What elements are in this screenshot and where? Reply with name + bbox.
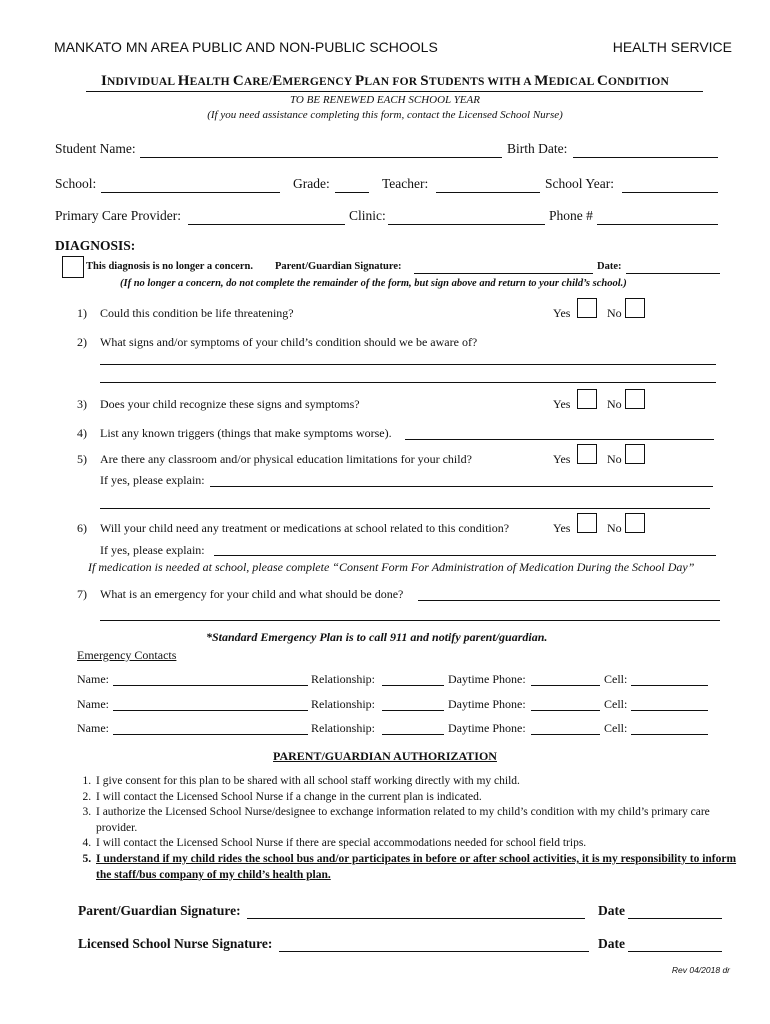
form-title: INDIVIDUAL HEALTH CARE/EMERGENCY PLAN FOR STUDENTS WITH A MEDICAL CONDITION — [100, 73, 670, 89]
clinic-label: Clinic: — [349, 208, 386, 223]
parent-signature-date-label: Date — [598, 903, 625, 918]
q6-no-checkbox[interactable] — [625, 513, 645, 533]
q4-answer-line[interactable] — [405, 439, 714, 440]
contact-daytime-label: Daytime Phone: — [448, 721, 526, 735]
parent-signature-label: Parent/Guardian Signature: — [78, 903, 241, 918]
q3-no-checkbox[interactable] — [625, 389, 645, 409]
q5-explain-line-1[interactable] — [210, 486, 713, 487]
contact-name-label: Name: — [77, 672, 109, 686]
question-number: 5) — [77, 452, 87, 466]
emergency-contacts-heading: Emergency Contacts — [77, 648, 177, 662]
diagnosis-heading: DIAGNOSIS: — [55, 238, 136, 253]
contact-daytime-label: Daytime Phone: — [448, 672, 526, 686]
school-year-label: School Year: — [545, 176, 615, 191]
diagnosis-parent-signature-label: Parent/Guardian Signature: — [275, 261, 402, 272]
contact-1-daytime-field[interactable] — [531, 685, 600, 686]
q7-answer-line-2[interactable] — [100, 620, 720, 621]
diagnosis-date-field[interactable] — [626, 273, 720, 274]
school-field[interactable] — [101, 192, 280, 193]
contact-1-name-field[interactable] — [113, 685, 308, 686]
q7-answer-line-1[interactable] — [418, 600, 720, 601]
q5-yes-checkbox[interactable] — [577, 444, 597, 464]
phone-label: Phone # — [549, 208, 593, 223]
contact-2-cell-field[interactable] — [631, 710, 708, 711]
question-4-text: List any known triggers (things that make symptoms worse). — [100, 426, 392, 440]
contact-3-daytime-field[interactable] — [531, 734, 600, 735]
q1-yes-checkbox[interactable] — [577, 298, 597, 318]
diagnosis-parent-signature-field[interactable] — [414, 273, 593, 274]
school-year-field[interactable] — [622, 192, 718, 193]
medication-consent-note: If medication is needed at school, please complete “Consent Form For Administration of Medication During the School Day” — [88, 560, 695, 574]
diagnosis-date-label: Date: — [597, 261, 622, 272]
contact-1-cell-field[interactable] — [631, 685, 708, 686]
phone-field[interactable] — [597, 224, 718, 225]
standard-emergency-plan: *Standard Emergency Plan is to call 911 and notify parent/guardian. — [206, 630, 548, 644]
parent-signature-date-field[interactable] — [628, 918, 722, 919]
contact-relationship-label: Relationship: — [311, 672, 375, 686]
q1-no-checkbox[interactable] — [625, 298, 645, 318]
primary-care-field[interactable] — [188, 224, 345, 225]
nurse-signature-label: Licensed School Nurse Signature: — [78, 936, 273, 951]
assistance-note: (If you need assistance completing this form, contact the Licensed School Nurse) — [207, 109, 563, 121]
birth-date-label: Birth Date: — [507, 141, 568, 156]
primary-care-label: Primary Care Provider: — [55, 208, 181, 223]
question-2-text: What signs and/or symptoms of your child’s condition should we be aware of? — [100, 335, 478, 349]
revision-note: Rev 04/2018 dr — [671, 965, 730, 975]
contact-1-relationship-field[interactable] — [382, 685, 444, 686]
authorization-heading: PARENT/GUARDIAN AUTHORIZATION — [273, 749, 497, 763]
authorization-list — [76, 774, 744, 883]
contact-name-label: Name: — [77, 721, 109, 735]
contact-cell-label: Cell: — [604, 697, 628, 711]
clinic-field[interactable] — [388, 224, 545, 225]
authorization-item: 2. I will contact the Licensed School Nurse if a change in the current plan is indicated. — [94, 790, 744, 806]
contact-3-cell-field[interactable] — [631, 734, 708, 735]
authorization-item-bus: 5. I understand if my child rides the school bus and/or participates in before or after school activities, it is my responsibility to inform the staff/bus company of my child’s health plan. — [94, 852, 744, 883]
q6-explain-label: If yes, please explain: — [100, 543, 205, 557]
authorization-item: 1. I give consent for this plan to be shared with all school staff working directly with my child. — [94, 774, 744, 790]
contact-2-daytime-field[interactable] — [531, 710, 600, 711]
question-number: 6) — [77, 521, 87, 535]
contact-relationship-label: Relationship: — [311, 697, 375, 711]
q5-explain-label: If yes, please explain: — [100, 473, 205, 487]
q3-yes-checkbox[interactable] — [577, 389, 597, 409]
authorization-item: 3. I authorize the Licensed School Nurse/designee to exchange information related to my child’s condition with my child’s primary care provider. — [94, 805, 744, 836]
contact-relationship-label: Relationship: — [311, 721, 375, 735]
parent-signature-field[interactable] — [247, 918, 585, 919]
yes-label: Yes — [553, 452, 571, 466]
question-number: 4) — [77, 426, 87, 440]
question-number: 1) — [77, 306, 87, 320]
question-5-text: Are there any classroom and/or physical education limitations for your child? — [100, 452, 472, 466]
no-longer-concern-checkbox[interactable] — [62, 256, 84, 278]
contact-2-name-field[interactable] — [113, 710, 308, 711]
authorization-item: 4. I will contact the Licensed School Nurse if there are special accommodations needed for school field trips. — [94, 836, 744, 852]
grade-field[interactable] — [335, 192, 369, 193]
yes-label: Yes — [553, 521, 571, 535]
question-1-text: Could this condition be life threatening? — [100, 306, 294, 320]
q6-explain-line[interactable] — [214, 555, 716, 556]
q2-answer-line-2[interactable] — [100, 382, 716, 383]
question-number: 2) — [77, 335, 87, 349]
question-3-text: Does your child recognize these signs and symptoms? — [100, 397, 360, 411]
no-longer-concern-note: (If no longer a concern, do not complete the remainder of the form, but sign above and return to your child’s school.) — [120, 278, 627, 289]
contact-3-relationship-field[interactable] — [382, 734, 444, 735]
teacher-label: Teacher: — [382, 176, 429, 191]
school-label: School: — [55, 176, 97, 191]
student-name-field[interactable] — [140, 157, 502, 158]
question-6-text: Will your child need any treatment or medications at school related to this condition? — [100, 521, 510, 535]
q6-yes-checkbox[interactable] — [577, 513, 597, 533]
district-name: MANKATO MN AREA PUBLIC AND NON-PUBLIC SCHOOLS — [54, 39, 438, 55]
no-label: No — [607, 521, 622, 535]
contact-2-relationship-field[interactable] — [382, 710, 444, 711]
q5-no-checkbox[interactable] — [625, 444, 645, 464]
nurse-signature-field[interactable] — [279, 951, 589, 952]
question-number: 3) — [77, 397, 87, 411]
q5-explain-line-2[interactable] — [100, 508, 710, 509]
department-name: HEALTH SERVICE — [612, 39, 732, 55]
yes-label: Yes — [553, 306, 571, 320]
no-label: No — [607, 452, 622, 466]
nurse-signature-date-label: Date — [598, 936, 625, 951]
birth-date-field[interactable] — [573, 157, 718, 158]
no-label: No — [607, 306, 622, 320]
contact-name-label: Name: — [77, 697, 109, 711]
no-label: No — [607, 397, 622, 411]
contact-3-name-field[interactable] — [113, 734, 308, 735]
yes-label: Yes — [553, 397, 571, 411]
contact-daytime-label: Daytime Phone: — [448, 697, 526, 711]
contact-cell-label: Cell: — [604, 672, 628, 686]
contact-cell-label: Cell: — [604, 721, 628, 735]
teacher-field[interactable] — [436, 192, 540, 193]
no-longer-concern-label: This diagnosis is no longer a concern. — [86, 261, 253, 272]
question-number: 7) — [77, 587, 87, 601]
nurse-signature-date-field[interactable] — [628, 951, 722, 952]
q2-answer-line-1[interactable] — [100, 364, 716, 365]
question-7-text: What is an emergency for your child and what should be done? — [100, 587, 404, 601]
renewal-note: TO BE RENEWED EACH SCHOOL YEAR — [290, 94, 480, 106]
title-rule — [86, 91, 703, 92]
student-name-label: Student Name: — [55, 141, 136, 156]
grade-label: Grade: — [293, 176, 330, 191]
